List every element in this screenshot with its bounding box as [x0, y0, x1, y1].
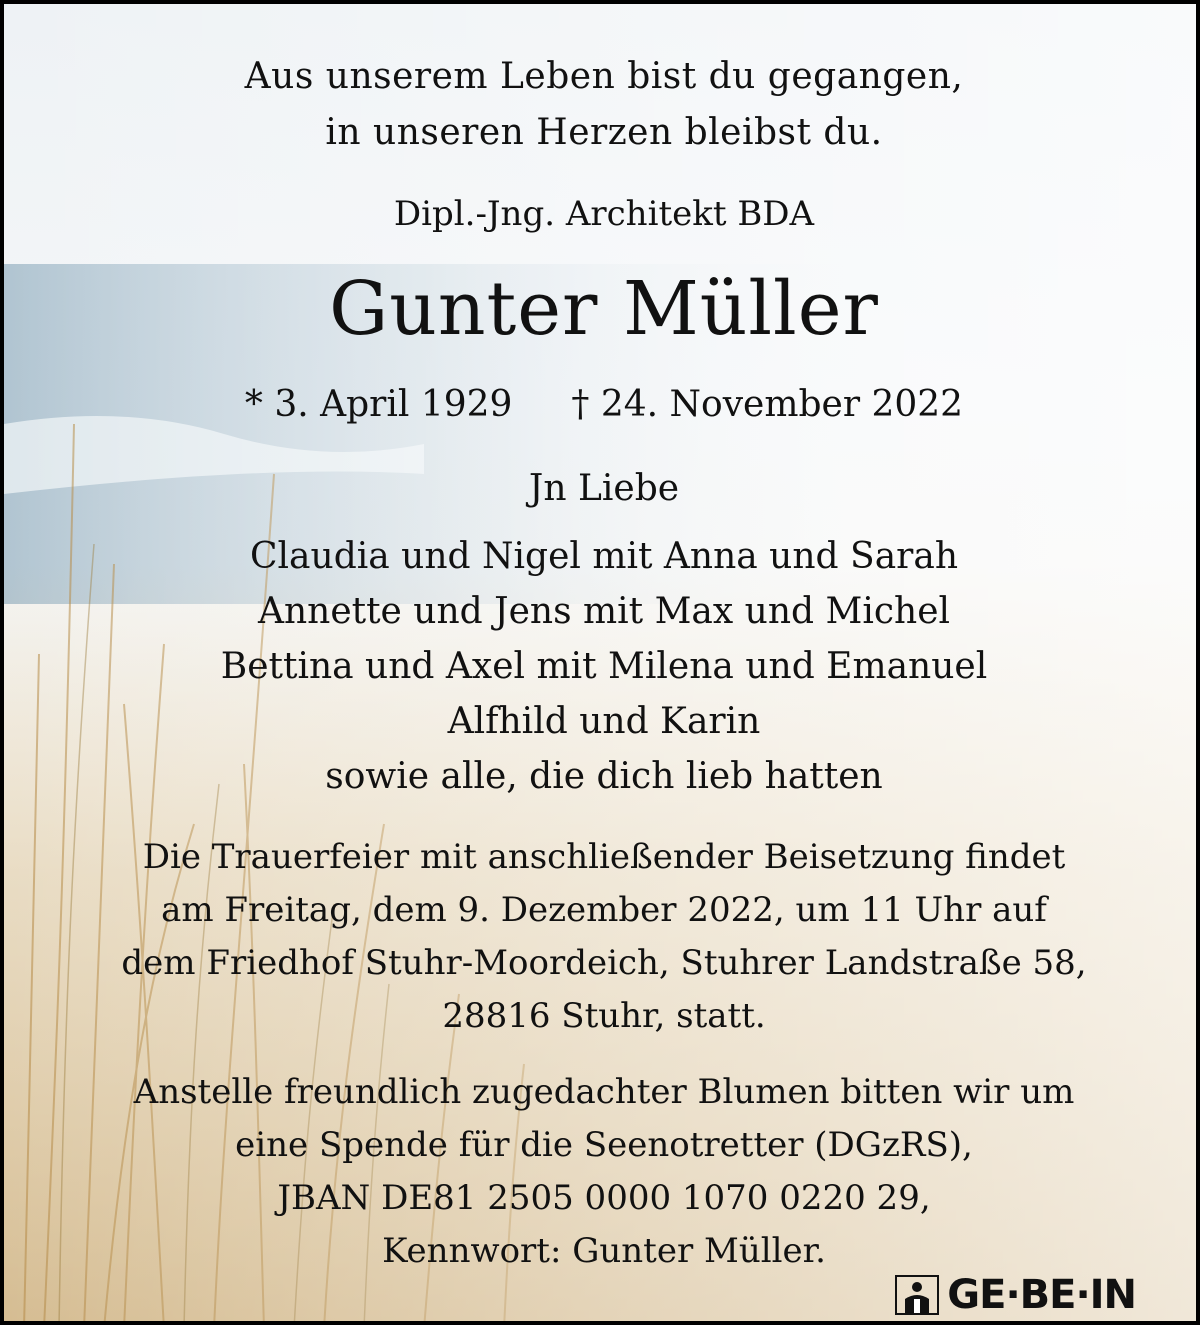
- publisher-logo-icon: [895, 1275, 939, 1315]
- birth-date: * 3. April 1929: [244, 384, 513, 425]
- family-line-1: Claudia und Nigel mit Anna und Sarah: [249, 536, 959, 577]
- deceased-name: Gunter Müller: [329, 266, 879, 352]
- service-line-4: 28816 Stuhr, statt.: [442, 996, 766, 1036]
- service-line-3: dem Friedhof Stuhr-Moordeich, Stuhrer Landstraße 58,: [121, 943, 1087, 983]
- donation-line-4: Kennwort: Gunter Müller.: [382, 1231, 826, 1271]
- motto-line-2: in unseren Herzen bleibst du.: [325, 112, 883, 153]
- family-line-4: Alfhild und Karin: [447, 701, 761, 742]
- service-line-1: Die Trauerfeier mit anschließender Beisetzung findet: [142, 837, 1066, 877]
- deceased-title: Dipl.-Jng. Architekt BDA: [393, 194, 815, 234]
- publisher-logo: [846, 1273, 1136, 1317]
- donation-line-2: eine Spende für die Seenotretter (DGzRS),: [235, 1125, 973, 1165]
- donation-line-3: JBAN DE81 2505 0000 1070 0220 29,: [277, 1178, 931, 1218]
- family-line-5: sowie alle, die dich lieb hatten: [325, 756, 883, 797]
- donation-line-1: Anstelle freundlich zugedachter Blumen bitten wir um: [133, 1072, 1075, 1112]
- service-line-2: am Freitag, dem 9. Dezember 2022, um 11 Uhr auf: [161, 890, 1047, 930]
- family-line-3: Bettina und Axel mit Milena und Emanuel: [220, 646, 988, 687]
- death-date: † 24. November 2022: [571, 384, 964, 425]
- in-love-line: Jn Liebe: [528, 468, 680, 509]
- publisher-logo-text: GE·BE·IN: [947, 1272, 1136, 1318]
- motto-line-1: Aus unserem Leben bist du gegangen,: [244, 56, 964, 97]
- family-line-2: Annette und Jens mit Max und Michel: [257, 591, 951, 632]
- life-dates: [4, 384, 1200, 425]
- notice-text: [4, 4, 1200, 1325]
